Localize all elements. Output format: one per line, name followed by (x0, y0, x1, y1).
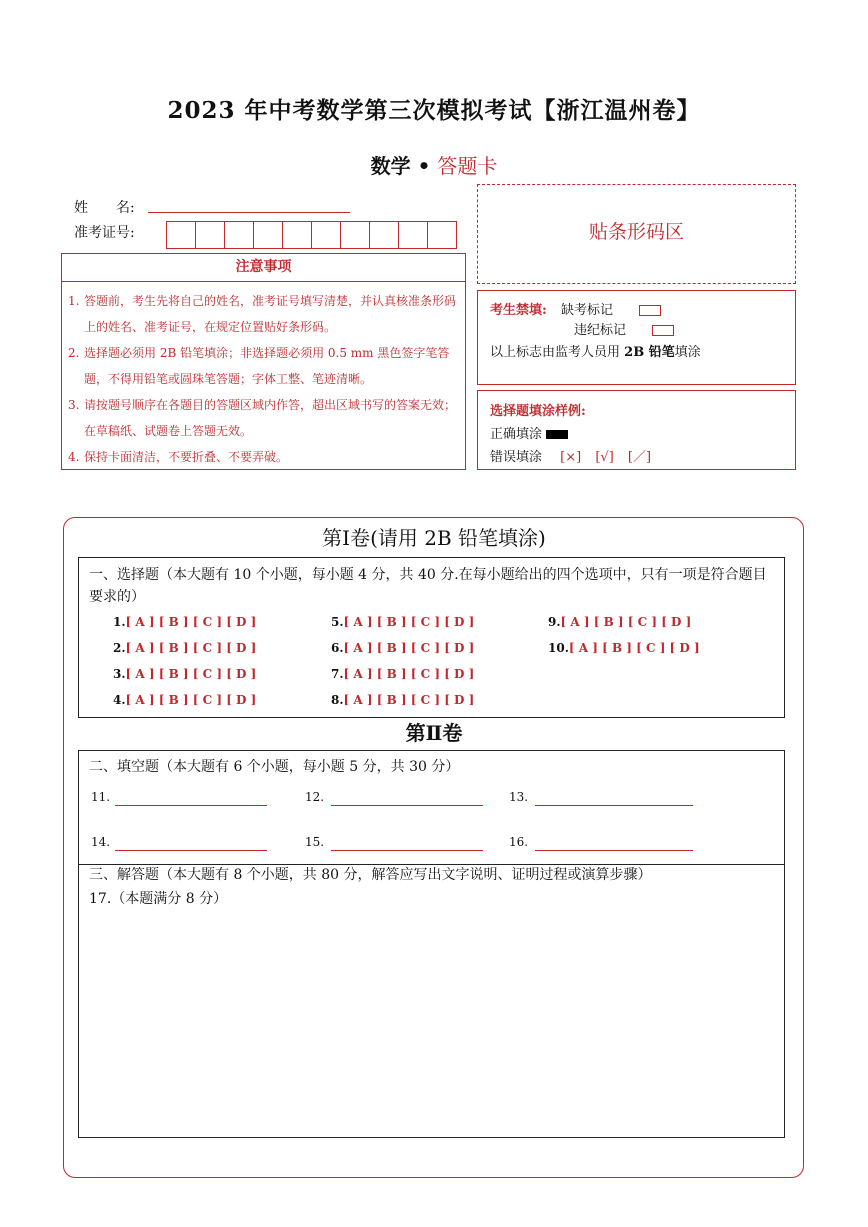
barcode-area: 贴条形码区 (477, 184, 796, 284)
id-digit-box[interactable] (283, 222, 312, 248)
name-field-line[interactable] (148, 212, 350, 213)
id-digit-box[interactable] (312, 222, 341, 248)
blank-number: 12. (305, 790, 325, 804)
mc-instructions: 一、选择题（本大题有 10 个小题，每小题 4 分，共 40 分.在每小题给出的四个选项中，只有一项是符合题目要求的） (89, 567, 767, 605)
card-subtitle (0, 150, 868, 179)
prohibit-note-end: 填涂 (674, 345, 701, 360)
blank-number: 14. (91, 835, 111, 849)
mc-question-row[interactable]: 2.[ A ] [ B ] [ C ] [ D ] (113, 641, 257, 655)
question-17-label: 17.（本题满分 8 分） (89, 891, 228, 907)
id-digit-box[interactable] (399, 222, 428, 248)
blank-number: 15. (305, 835, 325, 849)
blank-answer-line[interactable] (331, 805, 483, 806)
notice-item: 3. 请按题号顺序在各题目的答题区域内作答，超出区域书写的答案无效；在草稿纸、试题卷上答题无效。 (68, 398, 457, 438)
id-digit-box[interactable] (370, 222, 399, 248)
section2-heading: 第Ⅱ卷 (405, 721, 463, 745)
prohibit-note: 以上标志由监考人员用 (490, 345, 621, 360)
section1-heading: 第Ⅰ卷(请用 2B 铅笔填涂) (322, 526, 546, 550)
id-digit-box[interactable] (167, 222, 196, 248)
prohibit-note-bold: 2B 铅笔 (624, 345, 675, 360)
correct-label: 正确填涂 (490, 427, 543, 442)
notice-item: 4. 保持卡面清洁，不要折叠、不要弄破。 (68, 450, 289, 464)
wrong-mark: [√] (595, 450, 614, 465)
wrong-label: 错误填涂 (490, 450, 543, 465)
absent-label: 缺考标记 (560, 303, 613, 318)
section-divider (78, 864, 785, 865)
wrong-mark: [×] (560, 450, 582, 465)
mc-question-row[interactable]: 5.[ A ] [ B ] [ C ] [ D ] (331, 615, 475, 629)
id-digit-box[interactable] (225, 222, 254, 248)
id-digit-box[interactable] (428, 222, 456, 248)
examiner-only-box (477, 290, 796, 385)
written-answer-box (78, 750, 785, 1138)
id-digit-box[interactable] (196, 222, 225, 248)
subtitle-subject: 数学 • (370, 154, 431, 178)
blank-answer-line[interactable] (331, 850, 483, 851)
violation-label: 违纪标记 (574, 323, 627, 338)
mc-question-row[interactable]: 4.[ A ] [ B ] [ C ] [ D ] (113, 693, 257, 707)
sample-heading: 选择题填涂样例: (490, 404, 586, 419)
mc-question-row[interactable]: 7.[ A ] [ B ] [ C ] [ D ] (331, 667, 475, 681)
blank-answer-line[interactable] (535, 805, 693, 806)
mc-question-row[interactable]: 1.[ A ] [ B ] [ C ] [ D ] (113, 615, 257, 629)
exam-id-label: 准考证号: (74, 225, 135, 241)
question-17-answer-area[interactable] (80, 913, 783, 1135)
page-title: 2023 年中考数学第三次模拟考试【浙江温州卷】 (167, 97, 701, 124)
prohibit-heading: 考生禁填: (490, 303, 547, 318)
correct-fill-sample (546, 430, 568, 439)
notice-item: 1. 答题前，考生先将自己的姓名，准考证号填写清楚，并认真核准条形码上的姓名、准考证号，在规定位置贴好条形码。 (68, 294, 457, 334)
notice-heading: 注意事项 (62, 254, 465, 282)
mc-question-row[interactable]: 9.[ A ] [ B ] [ C ] [ D ] (548, 615, 692, 629)
blank-number: 13. (509, 790, 529, 804)
mc-question-row[interactable]: 8.[ A ] [ B ] [ C ] [ D ] (331, 693, 475, 707)
absent-mark[interactable] (639, 305, 661, 316)
subtitle-card: 答题卡 (437, 154, 498, 178)
mc-question-row[interactable]: 6.[ A ] [ B ] [ C ] [ D ] (331, 641, 475, 655)
blank-answer-line[interactable] (115, 850, 267, 851)
id-digit-box[interactable] (254, 222, 283, 248)
mc-question-row[interactable]: 10.[ A ] [ B ] [ C ] [ D ] (548, 641, 700, 655)
solution-instructions: 三、解答题（本大题有 8 个小题，共 80 分，解答应写出文字说明、证明过程或演算步骤） (89, 867, 652, 883)
blank-answer-line[interactable] (535, 850, 693, 851)
mc-question-row[interactable]: 3.[ A ] [ B ] [ C ] [ D ] (113, 667, 257, 681)
blank-number: 16. (509, 835, 529, 849)
blank-number: 11. (91, 790, 111, 804)
exam-id-boxes[interactable] (166, 221, 457, 249)
blank-answer-line[interactable] (115, 805, 267, 806)
id-digit-box[interactable] (341, 222, 370, 248)
wrong-mark: [／] (627, 450, 652, 465)
notice-item: 2. 选择题必须用 2B 铅笔填涂；非选择题必须用 0.5 mm 黑色签字笔答题，不得用铅笔或圆珠笔答题；字体工整、笔迹清晰。 (68, 346, 450, 386)
notice-box (61, 253, 466, 470)
multiple-choice-box (78, 557, 785, 718)
name-label: 姓 名: (74, 200, 135, 216)
fill-blank-instructions: 二、填空题（本大题有 6 个小题，每小题 5 分，共 30 分） (89, 759, 460, 775)
violation-mark[interactable] (652, 325, 674, 336)
fill-sample-box (477, 390, 796, 470)
